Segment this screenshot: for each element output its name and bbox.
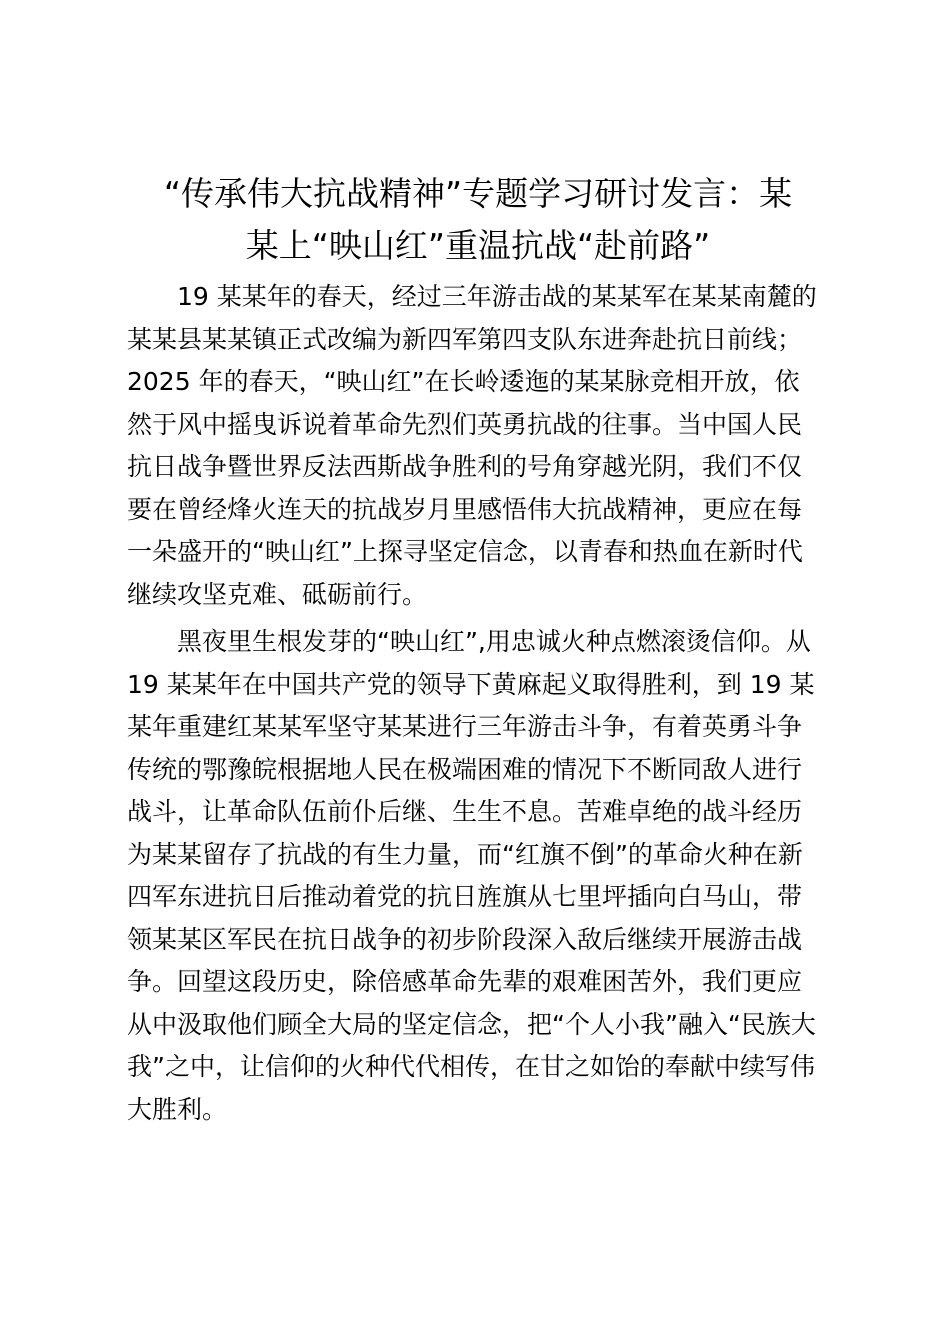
paragraph-line: 为某某留存了抗战的有生力量，而“红旗不倒”的革命火种在新 bbox=[127, 839, 803, 869]
paragraph-line: 领某某区军民在抗日战争的初步阶段深入敌后继续开展游击战 bbox=[127, 924, 803, 954]
paragraph-line: 某年重建红某某军坚守某某进行三年游击斗争，有着英勇斗争 bbox=[127, 712, 803, 741]
paragraph-line: 19 某某年在中国共产党的领导下黄麻起义取得胜利，到 19 某 bbox=[127, 669, 815, 699]
paragraph-line: 抗日战争暨世界反法西斯战争胜利的号角穿越光阴，我们不仅 bbox=[127, 452, 803, 481]
paragraph-line: 要在曾经烽火连天的抗战岁月里感悟伟大抗战精神，更应在每 bbox=[127, 494, 803, 524]
paragraph-line: 我”之中，让信仰的火种代代相传，在甘之如饴的奉献中续写伟 bbox=[127, 1052, 815, 1081]
title-line: “传承伟大抗战精神”专题学习研讨发言：某 bbox=[163, 174, 793, 213]
document-title bbox=[118, 168, 838, 272]
paragraph-line: 黑夜里生根发芽的“映山红”,用忠诚火种点燃滚烫信仰。从 bbox=[177, 627, 811, 656]
paragraph-1 bbox=[127, 276, 823, 616]
paragraph-2 bbox=[127, 621, 823, 1131]
paragraph-line: 传统的鄂豫皖根据地人民在极端困难的情况下不断同敌人进行 bbox=[127, 754, 803, 784]
paragraph-line: 19 某某年的春天，经过三年游击战的某某军在某某南麓的 bbox=[177, 282, 817, 311]
paragraph-line: 争。回望这段历史，除倍感革命先辈的艰难困苦外，我们更应 bbox=[127, 967, 803, 996]
paragraph-line: 2025 年的春天，“映山红”在长岭逶迤的某某脉竞相开放，依 bbox=[127, 367, 800, 396]
document-body bbox=[127, 276, 823, 1131]
paragraph-line: 四军东进抗日后推动着党的抗日旌旗从七里坪插向白马山，带 bbox=[127, 882, 803, 911]
paragraph-line: 从中汲取他们顾全大局的坚定信念，把“个人小我”融入“民族大 bbox=[127, 1009, 816, 1039]
paragraph-line: 继续攻坚克难、砥砺前行。 bbox=[127, 579, 428, 609]
paragraph-line: 某某县某某镇正式改编为新四军第四支队东进奔赴抗日前线； bbox=[127, 324, 803, 354]
paragraph-line: 一朵盛开的“映山红”上探寻坚定信念，以青春和热血在新时代 bbox=[127, 537, 803, 566]
title-line: 某上“映山红”重温抗战“赴前路” bbox=[245, 226, 711, 265]
paragraph-line: 然于风中摇曳诉说着革命先烈们英勇抗战的往事。当中国人民 bbox=[127, 409, 803, 439]
paragraph-line: 战斗，让革命队伍前仆后继、生生不息。苦难卓绝的战斗经历 bbox=[127, 797, 803, 826]
paragraph-line: 大胜利。 bbox=[127, 1094, 228, 1124]
